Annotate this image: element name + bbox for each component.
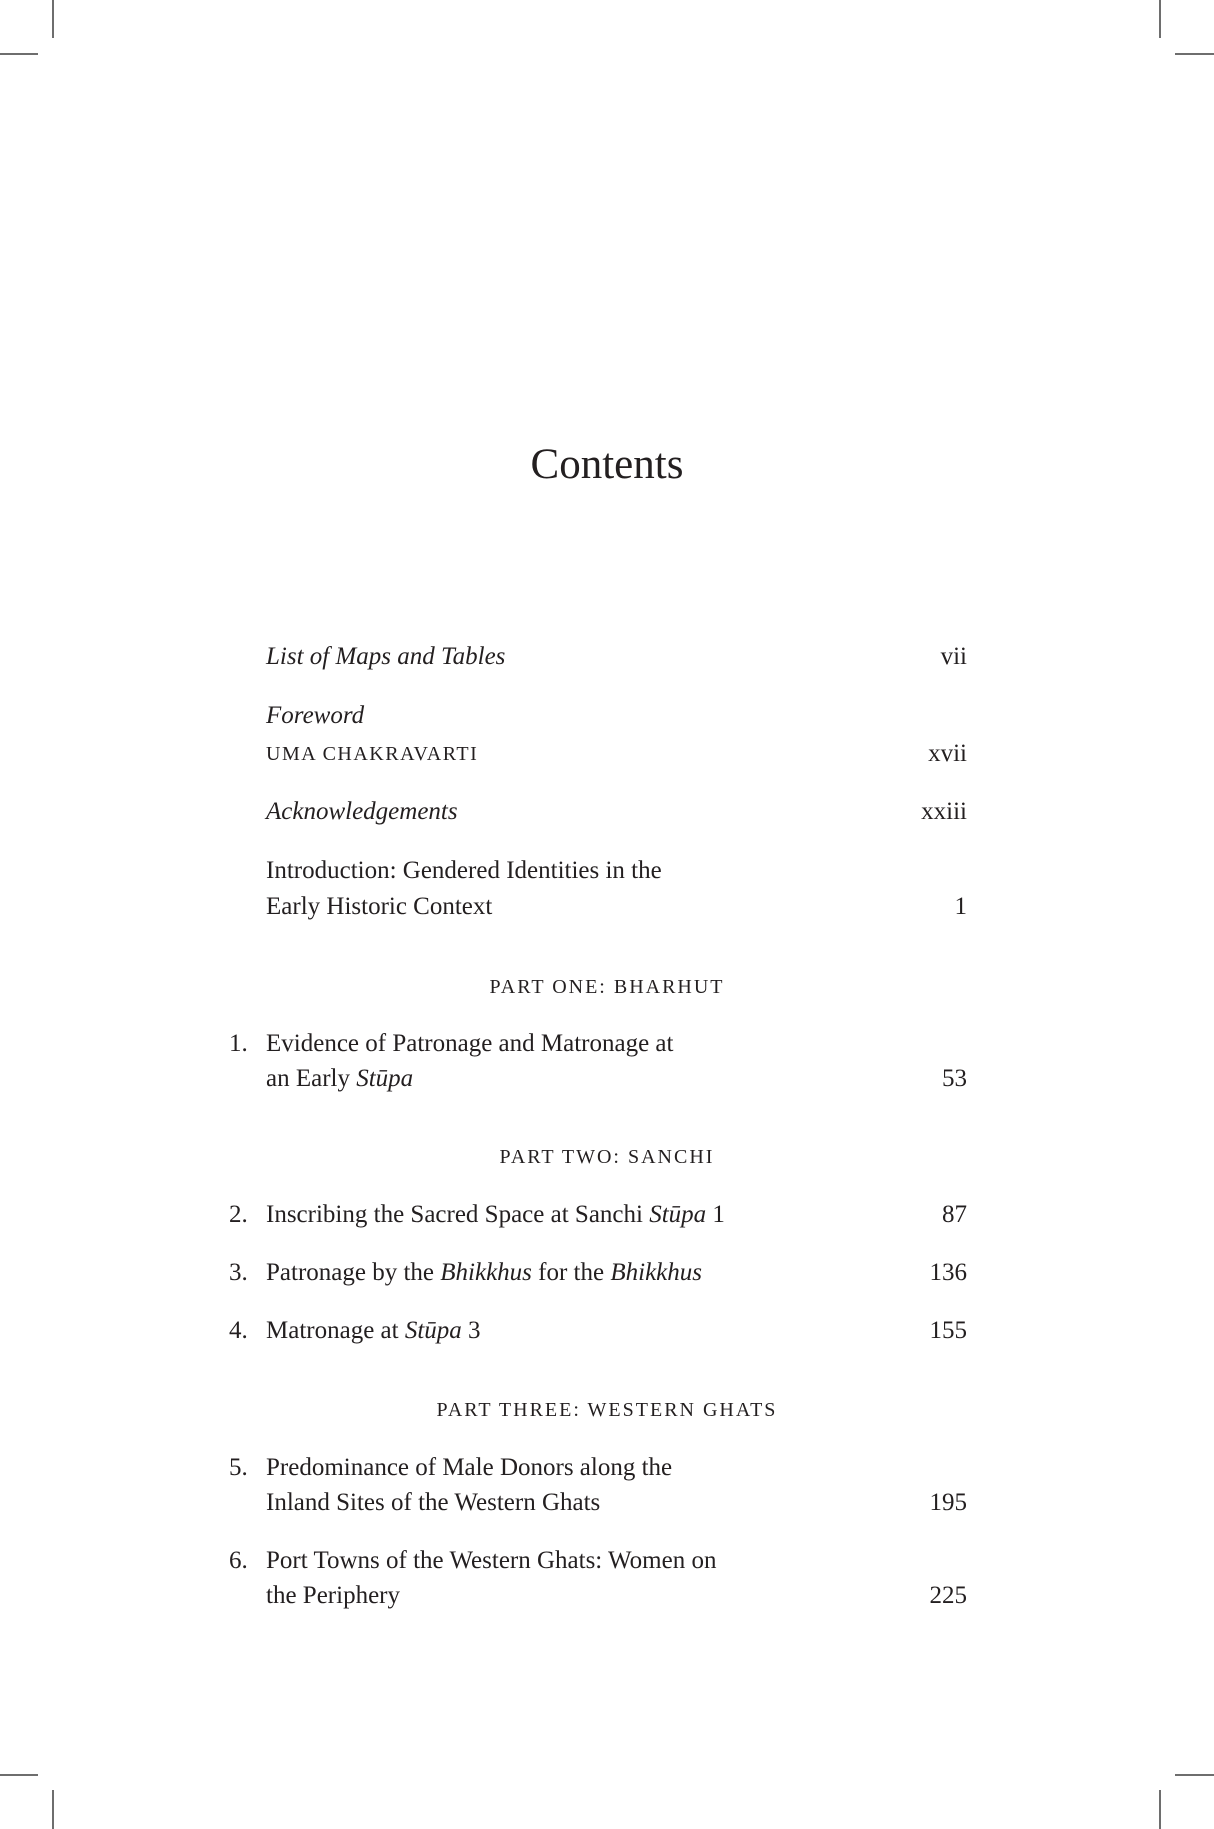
toc-page-number: 225 bbox=[929, 1582, 967, 1609]
italic-text: Stūpa bbox=[649, 1201, 707, 1228]
toc-entry-chapter-3 bbox=[266, 1258, 702, 1288]
part-heading: PART TWO: SANCHI bbox=[499, 1146, 715, 1168]
toc-page-number: 53 bbox=[942, 1065, 967, 1092]
toc-entry-chapter-4 bbox=[266, 1316, 481, 1346]
toc-entry-list-of-maps: List of Maps and Tables bbox=[266, 643, 506, 670]
toc-entry-chapter-6-line2: the Periphery bbox=[266, 1582, 400, 1609]
toc-entry-chapter-1: Evidence of Patronage and Matronage at bbox=[266, 1030, 674, 1057]
crop-mark-bottom-left-vertical bbox=[52, 1790, 54, 1829]
toc-page-number: xxiii bbox=[921, 798, 967, 825]
chapter-number: 4. bbox=[229, 1317, 248, 1344]
toc-entry-foreword: Foreword bbox=[266, 702, 365, 729]
chapter-number: 6. bbox=[229, 1547, 248, 1574]
italic-text: Stūpa bbox=[404, 1317, 462, 1344]
crop-mark-top-right-vertical bbox=[1159, 0, 1161, 38]
italic-text: Bhikkhus bbox=[440, 1259, 532, 1286]
toc-page-number: 87 bbox=[942, 1201, 967, 1228]
text: 3 bbox=[461, 1317, 481, 1344]
toc-entry-author: UMA CHAKRAVARTI bbox=[266, 743, 479, 765]
crop-mark-bottom-left-horizontal bbox=[0, 1774, 38, 1776]
crop-mark-top-right-horizontal bbox=[1175, 53, 1214, 55]
crop-mark-top-left-horizontal bbox=[0, 53, 38, 55]
toc-entry-chapter-6: Port Towns of the Western Ghats: Women on bbox=[266, 1547, 717, 1574]
toc-entry-chapter-5: Predominance of Male Donors along the bbox=[266, 1454, 673, 1481]
chapter-number: 1. bbox=[229, 1030, 248, 1057]
toc-entry-chapter-1-line2 bbox=[266, 1064, 413, 1094]
italic-text: Bhikkhus bbox=[610, 1259, 702, 1286]
text: Matronage at bbox=[266, 1317, 405, 1344]
part-heading: PART THREE: WESTERN GHATS bbox=[436, 1399, 778, 1421]
text: for the bbox=[531, 1259, 611, 1286]
toc-page-number: 195 bbox=[929, 1489, 967, 1516]
chapter-number: 2. bbox=[229, 1201, 248, 1228]
crop-mark-top-left-vertical bbox=[52, 0, 54, 38]
toc-entry-chapter-2 bbox=[266, 1200, 725, 1230]
text: Inscribing the Sacred Space at Sanchi bbox=[266, 1201, 650, 1228]
italic-text: Stūpa bbox=[356, 1065, 414, 1092]
text: 1 bbox=[706, 1201, 725, 1228]
toc-entry-acknowledgements: Acknowledgements bbox=[266, 798, 458, 825]
text: Patronage by the bbox=[266, 1259, 441, 1286]
toc-page-number: vii bbox=[940, 643, 967, 670]
toc-page-number: 136 bbox=[929, 1259, 967, 1286]
toc-page-number: xvii bbox=[928, 740, 967, 767]
crop-mark-bottom-right-horizontal bbox=[1175, 1774, 1214, 1776]
toc-page-number: 155 bbox=[929, 1317, 967, 1344]
toc-page-number: 1 bbox=[954, 893, 967, 920]
page-title: Contents bbox=[530, 441, 684, 488]
part-heading: PART ONE: BHARHUT bbox=[489, 976, 725, 998]
text: an Early bbox=[266, 1065, 357, 1092]
toc-entry-chapter-5-line2: Inland Sites of the Western Ghats bbox=[266, 1489, 601, 1516]
toc-entry-introduction: Introduction: Gendered Identities in the bbox=[266, 857, 662, 884]
chapter-number: 3. bbox=[229, 1259, 248, 1286]
toc-entry-introduction-line2: Early Historic Context bbox=[266, 893, 493, 920]
chapter-number: 5. bbox=[229, 1454, 248, 1481]
crop-mark-bottom-right-vertical bbox=[1159, 1790, 1161, 1829]
